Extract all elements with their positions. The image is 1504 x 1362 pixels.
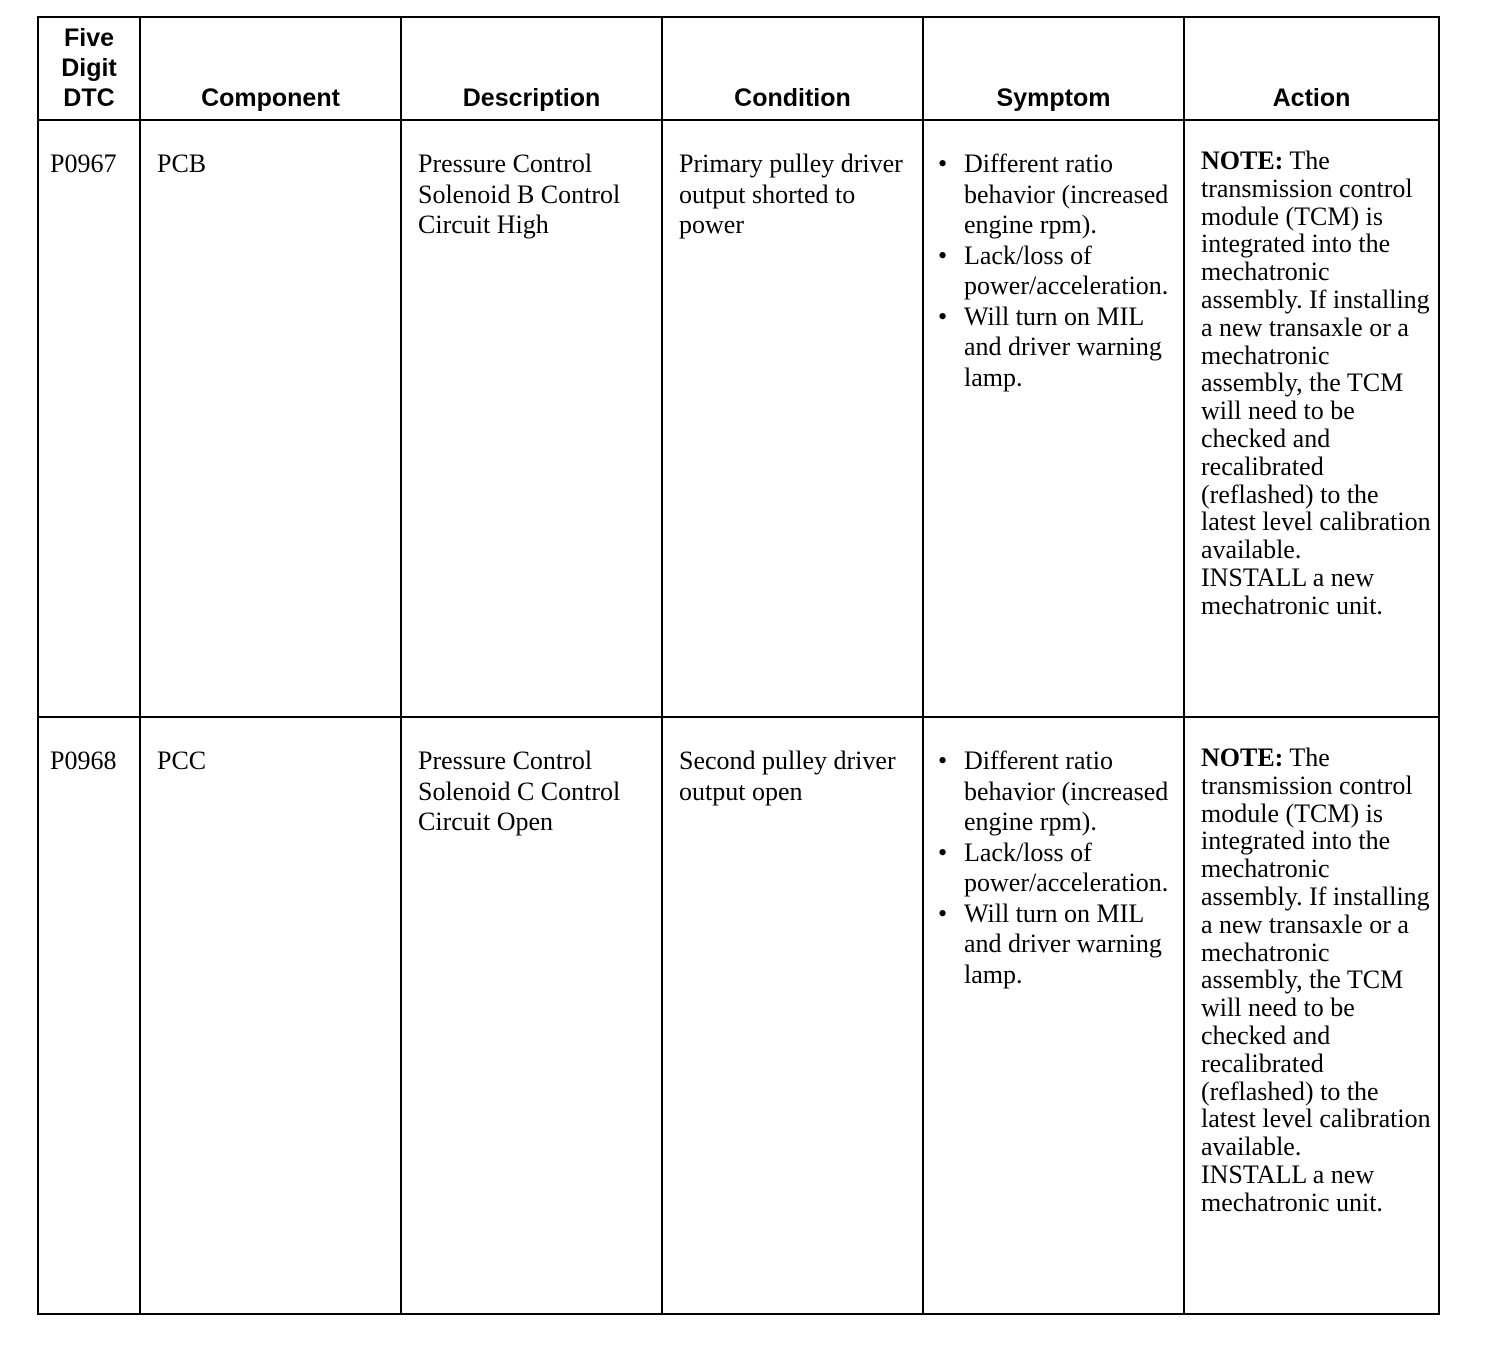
component-cell: PCB (140, 120, 401, 717)
description-cell: Pressure Control Solenoid B Control Circuit High (401, 120, 662, 717)
header-dtc (38, 17, 140, 120)
note-label: NOTE: (1201, 146, 1284, 175)
symptom-item (938, 746, 1183, 838)
symptom-text: Will turn on MIL and driver warning lamp. (964, 301, 1162, 392)
bullet-icon: • (938, 746, 948, 775)
symptom-item (938, 149, 1183, 241)
header-row (38, 17, 1439, 120)
header-dtc-line-1: Five (63, 24, 115, 52)
condition-cell: Primary pulley driver output shorted to power (662, 120, 923, 717)
symptom-list (938, 149, 1183, 393)
symptom-item (938, 838, 1183, 899)
action-instruction: INSTALL a new mechatronic unit. (1201, 1159, 1383, 1217)
header-action: Action (1184, 17, 1439, 120)
header-condition: Condition (662, 17, 923, 120)
bullet-icon: • (938, 837, 948, 867)
note-block (1201, 743, 1431, 1161)
symptom-item (938, 302, 1183, 394)
symptom-list (938, 746, 1183, 990)
header-description: Description (401, 17, 662, 120)
action-instruction: INSTALL a new mechatronic unit. (1201, 562, 1383, 620)
table-row (38, 717, 1439, 1314)
note-text: The transmission control module (TCM) is integrated into the mechatronic assembly. If installing a new transaxle or a mechatronic assembly, the TCM will need to be checked and recalibrated (reflashed) to the latest level calibration available. (1201, 743, 1431, 1162)
symptom-cell (923, 717, 1184, 1314)
table-row (38, 120, 1439, 717)
action-cell (1184, 120, 1439, 717)
note-block (1201, 146, 1431, 564)
dtc-table (37, 16, 1440, 1315)
action-cell (1184, 717, 1439, 1314)
component-cell: PCC (140, 717, 401, 1314)
symptom-text: Will turn on MIL and driver warning lamp. (964, 898, 1162, 989)
bullet-icon: • (938, 240, 948, 270)
symptom-text: Different ratio behavior (increased engine rpm). (964, 149, 1169, 239)
symptom-item (938, 899, 1183, 991)
condition-cell: Second pulley driver output open (662, 717, 923, 1314)
symptom-cell (923, 120, 1184, 717)
symptom-text: Lack/loss of power/acceleration. (964, 837, 1169, 897)
symptom-item (938, 241, 1183, 302)
note-text: The transmission control module (TCM) is integrated into the mechatronic assembly. If installing a new transaxle or a mechatronic assembly, the TCM will need to be checked and recalibrated (reflashed) to the latest level calibration available. (1201, 146, 1431, 565)
header-component: Component (140, 17, 401, 120)
symptom-text: Lack/loss of power/acceleration. (964, 240, 1169, 300)
header-dtc-line-3: DTC (63, 84, 115, 112)
symptom-text: Different ratio behavior (increased engine rpm). (964, 746, 1169, 836)
header-symptom: Symptom (923, 17, 1184, 120)
bullet-icon: • (938, 301, 948, 331)
note-label: NOTE: (1201, 743, 1284, 772)
dtc-code: P0968 (38, 717, 140, 1314)
bullet-icon: • (938, 149, 948, 178)
bullet-icon: • (938, 898, 948, 928)
dtc-code: P0967 (38, 120, 140, 717)
header-dtc-line-2: Digit (61, 54, 117, 82)
description-cell: Pressure Control Solenoid C Control Circuit Open (401, 717, 662, 1314)
